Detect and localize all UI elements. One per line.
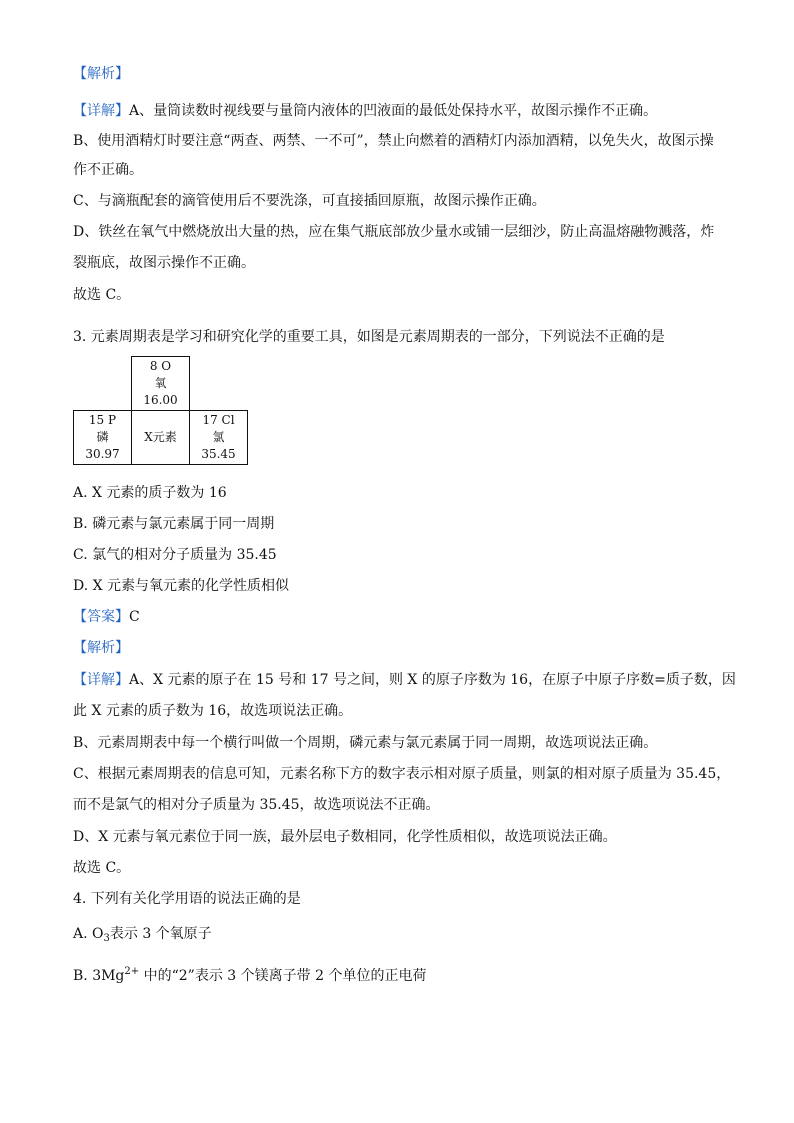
option-c: C. 氯气的相对分子质量为 35.45 xyxy=(73,547,277,563)
detail-line: 【详解】A、X 元素的原子在 15 号和 17 号之间，则 X 的原子序数为 16，在原子中原子序数=质子数，因 xyxy=(73,672,736,688)
analysis-heading: 【解析】 xyxy=(73,66,129,82)
answer-value: C xyxy=(129,609,140,625)
conclusion-line: 故选 C。 xyxy=(73,860,131,876)
text-line: D、X 元素与氧元素位于同一族，最外层电子数相同，化学性质相似，故选项说法正确。 xyxy=(73,829,617,845)
x-element-cell: X元素 xyxy=(132,411,190,465)
detail-tag: 【详解】 xyxy=(73,103,129,119)
question-4: 4. 下列有关化学用语的说法正确的是 xyxy=(73,891,301,907)
chlorine-cell: 17 Cl 氯 35.45 xyxy=(190,411,248,465)
analysis-heading: 【解析】 xyxy=(73,640,129,656)
text-line: C、根据元素周期表的信息可知，元素名称下方的数字表示相对原子质量，则氯的相对原子质量为 35.45， xyxy=(73,766,731,782)
empty-cell xyxy=(190,357,248,411)
answer-tag: 【答案】 xyxy=(73,609,129,625)
empty-cell xyxy=(74,357,132,411)
detail-tag: 【详解】 xyxy=(73,672,129,688)
text-line: 而不是氯气的相对分子质量为 35.45，故选项说法不正确。 xyxy=(73,797,440,813)
text-line: D、铁丝在氧气中燃烧放出大量的热，应在集气瓶底部放少量水或铺一层细沙，防止高温熔融物溅落，炸 xyxy=(73,224,715,240)
phosphorus-cell: 15 P 磷 30.97 xyxy=(74,411,132,465)
periodic-table-excerpt xyxy=(73,356,248,465)
text-line: 作不正确。 xyxy=(73,162,143,178)
q4-option-b: B. $3Mg^{2+}$ 中的“2”表示 3 个镁离子带 2 个单位的正电荷 xyxy=(73,966,427,984)
text-line: C、与滴瓶配套的滴管使用后不要洗涤，可直接插回原瓶，故图示操作正确。 xyxy=(73,193,546,209)
option-b: B. 磷元素与氯元素属于同一周期 xyxy=(73,516,275,532)
oxygen-cell: 8 O 氧 16.00 xyxy=(132,357,190,411)
text-line: 此 X 元素的质子数为 16，故选项说法正确。 xyxy=(73,703,353,719)
text-line: B、元素周期表中每一个横行叫做一个周期，磷元素与氯元素属于同一周期，故选项说法正确。 xyxy=(73,735,658,751)
option-a: A. X 元素的质子数为 16 xyxy=(73,485,227,501)
q4-option-a: A. $O_3$表示 3 个氧原子 xyxy=(73,926,212,944)
detail-line: 【详解】A、量筒读数时视线要与量筒内液体的凹液面的最低处保持水平，故图示操作不正确。 xyxy=(73,103,658,119)
question-3: 3. 元素周期表是学习和研究化学的重要工具，如图是元素周期表的一部分，下列说法不正确的是 xyxy=(73,329,665,345)
option-d: D. X 元素与氧元素的化学性质相似 xyxy=(73,578,290,594)
answer-line xyxy=(73,607,733,627)
conclusion-line: 故选 C。 xyxy=(73,287,131,303)
text-line: 裂瓶底，故图示操作不正确。 xyxy=(73,255,255,271)
text-line: B、使用酒精灯时要注意“两查、两禁、一不可”，禁止向燃着的酒精灯内添加酒精，以免失火，故图示操 xyxy=(73,133,714,149)
